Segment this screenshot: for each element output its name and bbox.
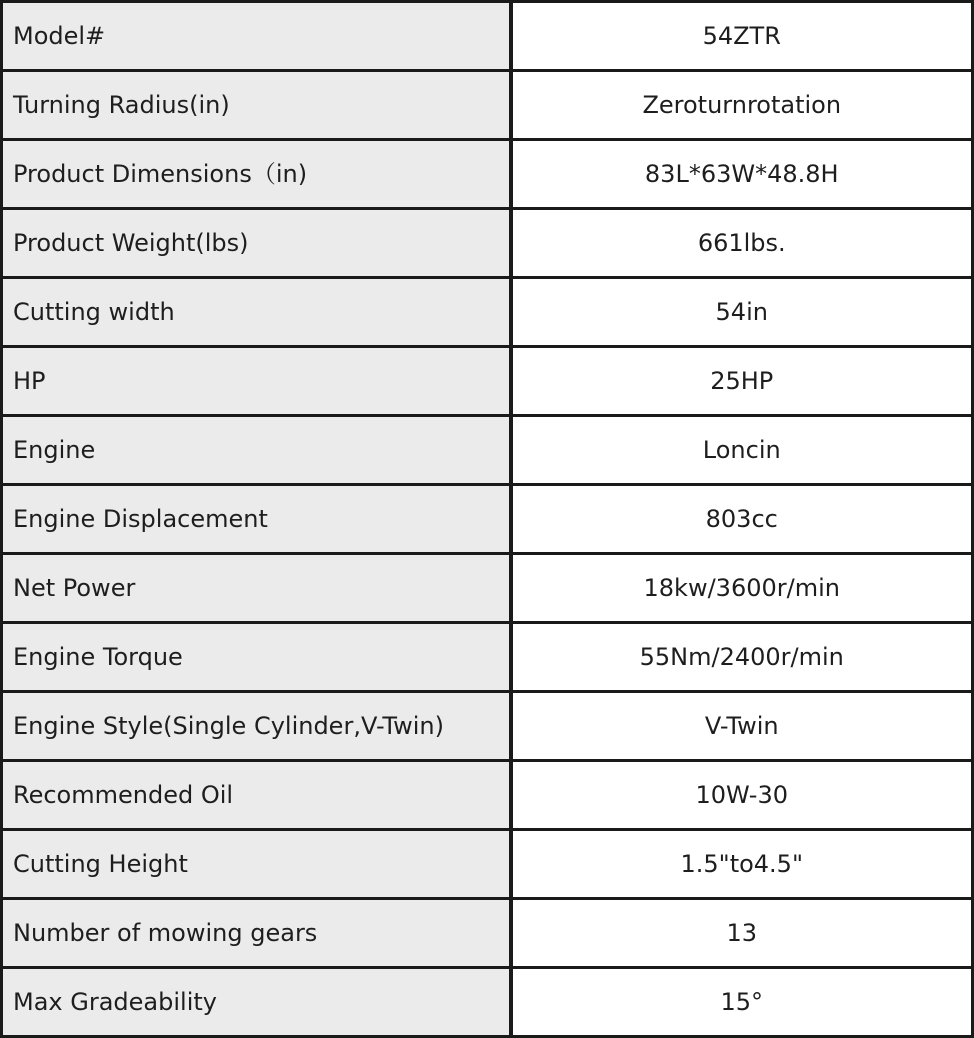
spec-value: 10W-30 [511,761,973,830]
table-row [2,554,973,623]
table-row [2,71,973,140]
table-row [2,2,973,71]
table-row [2,761,973,830]
table-row [2,278,973,347]
spec-label: Product Dimensions（in) [2,140,511,209]
spec-label: Engine [2,416,511,485]
spec-value: Loncin [511,416,973,485]
spec-value: 803cc [511,485,973,554]
spec-value: 25HP [511,347,973,416]
spec-value: 1.5"to4.5" [511,830,973,899]
table-row [2,692,973,761]
spec-label: Model# [2,2,511,71]
spec-value: 83L*63W*48.8H [511,140,973,209]
spec-value: 55Nm/2400r/min [511,623,973,692]
spec-label: Engine Style(Single Cylinder,V-Twin) [2,692,511,761]
table-row [2,485,973,554]
spec-label: Engine Torque [2,623,511,692]
spec-value: V-Twin [511,692,973,761]
spec-label: Net Power [2,554,511,623]
spec-value: 18kw/3600r/min [511,554,973,623]
spec-label: Engine Displacement [2,485,511,554]
table-row [2,899,973,968]
table-row [2,623,973,692]
spec-value: Zeroturnrotation [511,71,973,140]
table-row [2,416,973,485]
spec-value: 54in [511,278,973,347]
table-row [2,347,973,416]
spec-value: 15° [511,968,973,1037]
table-row [2,830,973,899]
spec-label: Cutting width [2,278,511,347]
spec-label: Number of mowing gears [2,899,511,968]
table-row [2,209,973,278]
table-row [2,968,973,1037]
spec-value: 13 [511,899,973,968]
spec-label: Cutting Height [2,830,511,899]
spec-label: Recommended Oil [2,761,511,830]
spec-label: Product Weight(lbs) [2,209,511,278]
spec-label: Turning Radius(in) [2,71,511,140]
spec-table-body [2,2,973,1037]
spec-label: HP [2,347,511,416]
spec-label: Max Gradeability [2,968,511,1037]
spec-value: 54ZTR [511,2,973,71]
table-row [2,140,973,209]
spec-value: 661lbs. [511,209,973,278]
